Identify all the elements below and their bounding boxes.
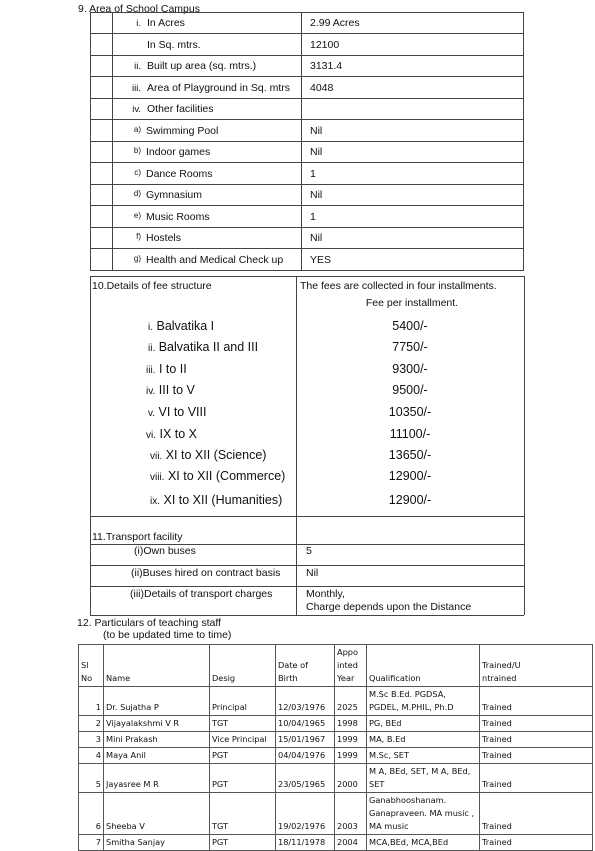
campus-row <box>91 185 524 206</box>
fee-row-class: IX to X <box>159 427 198 441</box>
staff-desig: PGT <box>210 748 276 764</box>
staff-desig: TGT <box>210 716 276 732</box>
staff-appointed-year: 2025 <box>335 687 367 716</box>
qualification-line: M.Sc, SET <box>369 750 409 760</box>
campus-row-spacer <box>91 185 113 206</box>
campus-row <box>91 56 524 77</box>
fee-row-label <box>146 383 195 397</box>
fee-row-label <box>150 469 285 483</box>
staff-qualification <box>367 835 480 851</box>
staff-qualification <box>367 793 480 835</box>
campus-row-spacer <box>91 206 113 228</box>
staff-sl-no: 1 <box>79 687 104 716</box>
campus-row-number: c) <box>134 167 141 177</box>
table-row <box>79 732 593 748</box>
table-row <box>79 793 593 835</box>
campus-row-number: ii. <box>134 61 141 72</box>
fee-row-label <box>150 493 282 507</box>
campus-row-spacer <box>91 99 113 120</box>
fee-row-class: I to II <box>158 362 187 376</box>
qualification-line: SET <box>369 779 385 789</box>
fee-row-class: XI to XII (Humanities) <box>163 493 283 507</box>
staff-sl-no: 2 <box>79 716 104 732</box>
campus-row <box>91 77 524 99</box>
campus-row-text: In Sq. mtrs. <box>147 38 201 51</box>
campus-row-label <box>113 206 302 228</box>
header-qualification: Qualification <box>367 645 480 687</box>
staff-dob: 04/04/1976 <box>276 748 335 764</box>
campus-row-value: 2.99 Acres <box>302 13 524 34</box>
staff-trained-status: Trained <box>480 716 593 732</box>
campus-row-value: Nil <box>302 228 524 249</box>
campus-row-label <box>113 34 302 56</box>
fee-row-label <box>146 362 187 376</box>
qualification-line: MA music <box>369 821 409 831</box>
fee-row-amount: 13650/- <box>388 448 432 462</box>
campus-row <box>91 206 524 228</box>
section-12-subheading: (to be updated time to time) <box>103 629 232 641</box>
staff-desig: PGT <box>210 764 276 793</box>
staff-qualification <box>367 732 480 748</box>
campus-row-value: YES <box>302 249 524 271</box>
campus-row-spacer <box>91 228 113 249</box>
staff-qualification <box>367 687 480 716</box>
staff-sl-no: 4 <box>79 748 104 764</box>
staff-trained-status: Trained <box>480 835 593 851</box>
header-desig: Desig <box>210 645 276 687</box>
staff-trained-status: Trained <box>480 764 593 793</box>
campus-row <box>91 34 524 56</box>
staff-trained-status: Trained <box>480 687 593 716</box>
fee-row-label <box>150 448 266 462</box>
fee-row-number: v. <box>148 408 156 419</box>
staff-appointed-year: 2004 <box>335 835 367 851</box>
campus-row-text: Hostels <box>146 232 182 244</box>
staff-sl-no: 5 <box>79 764 104 793</box>
fee-row-number: vii. <box>150 451 163 462</box>
campus-row-value: 4048 <box>302 77 524 99</box>
fee-row-label <box>148 340 258 354</box>
staff-qualification <box>367 764 480 793</box>
staff-name: Sheeba V <box>104 793 210 835</box>
qualification-line: M A, BEd, SET, M A, BEd, <box>369 766 471 776</box>
campus-row <box>91 99 524 120</box>
campus-row-value: 1 <box>302 206 524 228</box>
staff-name: Dr. Sujatha P <box>104 687 210 716</box>
staff-appointed-year: 2003 <box>335 793 367 835</box>
fee-row-amount: 11100/- <box>389 427 431 441</box>
campus-row-number: e) <box>133 210 141 220</box>
staff-appointed-year: 2000 <box>335 764 367 793</box>
qualification-line: M.Sc B.Ed. PGDSA, <box>369 689 446 699</box>
fee-row-class: XI to XII (Commerce) <box>167 469 286 483</box>
transport-hired-buses-label: (ii)Buses hired on contract basis <box>131 567 281 579</box>
staff-name: Mini Prakash <box>104 732 210 748</box>
table-row <box>79 687 593 716</box>
campus-row-value: Nil <box>302 185 524 206</box>
fee-row-label <box>146 427 197 441</box>
staff-desig: Vice Principal <box>210 732 276 748</box>
section-11-heading: 11.Transport facility <box>92 531 183 543</box>
staff-dob: 19/02/1976 <box>276 793 335 835</box>
staff-trained-status: Trained <box>480 732 593 748</box>
campus-row-label <box>113 142 302 163</box>
campus-row-text: In Acres <box>147 17 185 29</box>
campus-row-label <box>113 13 302 34</box>
fee-row-amount: 9500/- <box>392 383 428 397</box>
campus-row-label <box>113 228 302 249</box>
transport-hired-buses-value: Nil <box>306 567 319 579</box>
campus-row-spacer <box>91 120 113 142</box>
campus-row-number: b) <box>133 146 141 155</box>
campus-row-number: g) <box>133 253 141 263</box>
transport-own-buses-value: 5 <box>306 545 312 557</box>
campus-row-spacer <box>91 34 113 56</box>
staff-qualification <box>367 716 480 732</box>
staff-appointed-year: 1999 <box>335 732 367 748</box>
campus-row-text: Other facilities <box>147 103 214 115</box>
campus-row-label <box>113 77 302 99</box>
section-12-heading: 12. Particulars of teaching staff <box>77 617 221 629</box>
header-dob: Date of Birth <box>276 645 335 687</box>
teaching-staff-table <box>78 644 593 851</box>
campus-row-spacer <box>91 163 113 185</box>
campus-row-text: Area of Playground in Sq. mtrs <box>147 81 290 94</box>
campus-row-number: f) <box>136 232 141 241</box>
campus-row-text: Health and Medical Check up <box>146 253 284 266</box>
staff-name: Smitha Sanjay <box>104 835 210 851</box>
campus-row-number: iv. <box>132 104 141 115</box>
campus-row-text: Gymnasium <box>146 189 203 201</box>
table-row <box>79 835 593 851</box>
fee-row-amount: 12900/- <box>388 493 432 507</box>
table-row <box>79 764 593 793</box>
fee-row-number: ii. <box>148 343 156 354</box>
fee-row-amount: 12900/- <box>388 469 432 483</box>
campus-row-value: Nil <box>302 142 524 163</box>
campus-row-text: Swimming Pool <box>146 124 219 137</box>
staff-name: Jayasree M R <box>104 764 210 793</box>
campus-row-spacer <box>91 77 113 99</box>
fee-row-class: XI to XII (Science) <box>165 448 267 462</box>
fee-row-number: vi. <box>146 430 156 441</box>
staff-dob: 10/04/1965 <box>276 716 335 732</box>
staff-dob: 23/05/1965 <box>276 764 335 793</box>
campus-row-label <box>113 120 302 142</box>
qualification-line: MCA,BEd, MCA,BEd <box>369 837 449 847</box>
staff-appointed-year: 1999 <box>335 748 367 764</box>
header-appointed-year: Appo inted Year <box>335 645 367 687</box>
campus-row-label <box>113 99 302 120</box>
fee-per-installment-heading: Fee per installment. <box>365 297 459 309</box>
campus-row <box>91 120 524 142</box>
staff-sl-no: 7 <box>79 835 104 851</box>
header-trained: Trained/U ntrained <box>480 645 593 687</box>
staff-desig: Principal <box>210 687 276 716</box>
staff-dob: 15/01/1967 <box>276 732 335 748</box>
campus-row-label <box>113 56 302 77</box>
fee-row-amount: 5400/- <box>392 319 428 333</box>
campus-row-spacer <box>91 56 113 77</box>
staff-trained-status: Trained <box>480 748 593 764</box>
staff-dob: 12/03/1976 <box>276 687 335 716</box>
campus-row-text: Built up area (sq. mtrs.) <box>147 60 257 72</box>
fee-row-number: i. <box>148 322 153 333</box>
fee-row-label <box>148 319 214 333</box>
qualification-line: PG, BEd <box>369 718 402 728</box>
staff-table-header <box>79 645 593 687</box>
campus-row <box>91 142 524 163</box>
campus-row-label <box>113 249 302 271</box>
section-9-heading: 9. Area of School Campus <box>78 3 200 15</box>
staff-name: Vijayalakshmi V R <box>104 716 210 732</box>
campus-row <box>91 13 524 34</box>
campus-row-number: d) <box>133 189 141 198</box>
fee-row-number: ix. <box>150 496 160 507</box>
fee-row-class: VI to VIII <box>158 405 207 419</box>
staff-qualification <box>367 748 480 764</box>
campus-row <box>91 163 524 185</box>
qualification-line: Ganabhooshanam. <box>369 795 447 805</box>
section-10-heading: 10.Details of fee structure <box>92 280 212 292</box>
campus-row-value: 1 <box>302 163 524 185</box>
campus-row-number: a) <box>133 124 141 134</box>
fee-collection-note: The fees are collected in four installments. <box>300 280 497 292</box>
campus-row-number: iii. <box>132 82 141 94</box>
fee-row-class: Balvatika II and III <box>158 340 259 354</box>
campus-row-text: Music Rooms <box>146 210 210 223</box>
fee-row-amount: 9300/- <box>392 362 428 376</box>
fee-row-label <box>148 405 206 419</box>
staff-desig: TGT <box>210 793 276 835</box>
campus-row-value: Nil <box>302 120 524 142</box>
staff-sl-no: 6 <box>79 793 104 835</box>
campus-row-label <box>113 163 302 185</box>
fee-row-number: viii. <box>150 472 165 483</box>
fee-row-number: iii. <box>146 365 156 376</box>
campus-row-label <box>113 185 302 206</box>
campus-row-text: Dance Rooms <box>146 167 213 180</box>
qualification-line: Ganapraveen. MA music , <box>369 808 475 818</box>
table-row <box>79 748 593 764</box>
fee-row-class: Balvatika I <box>156 319 215 333</box>
campus-row-spacer <box>91 13 113 34</box>
staff-sl-no: 3 <box>79 732 104 748</box>
campus-row-spacer <box>91 249 113 271</box>
staff-desig: PGT <box>210 835 276 851</box>
campus-area-table <box>90 12 524 271</box>
table-row <box>79 716 593 732</box>
transport-charges-label: (iii)Details of transport charges <box>130 588 273 600</box>
campus-row-number: i. <box>136 18 141 29</box>
campus-row-spacer <box>91 142 113 163</box>
campus-row-text: Indoor games <box>146 146 211 158</box>
fee-row-amount: 7750/- <box>392 340 428 354</box>
fee-row-number: iv. <box>146 386 156 397</box>
header-name: Name <box>104 645 210 687</box>
transport-own-buses-label: (i)Own buses <box>134 545 196 557</box>
fee-row-class: III to V <box>158 383 195 397</box>
staff-dob: 18/11/1978 <box>276 835 335 851</box>
campus-row-value <box>302 99 524 120</box>
campus-row-value: 3131.4 <box>302 56 524 77</box>
campus-row <box>91 249 524 271</box>
staff-name: Maya Anil <box>104 748 210 764</box>
campus-row <box>91 228 524 249</box>
header-sl-no: Sl No <box>79 645 104 687</box>
staff-trained-status: Trained <box>480 793 593 835</box>
qualification-line: MA, B.Ed <box>369 734 406 744</box>
qualification-line: PGDEL, M.PHIL, Ph.D <box>369 702 454 712</box>
transport-charges-value: Monthly, <box>306 588 345 600</box>
campus-row-value: 12100 <box>302 34 524 56</box>
staff-appointed-year: 1998 <box>335 716 367 732</box>
fee-row-amount: 10350/- <box>388 405 432 419</box>
transport-charges-note: Charge depends upon the Distance <box>306 601 472 613</box>
